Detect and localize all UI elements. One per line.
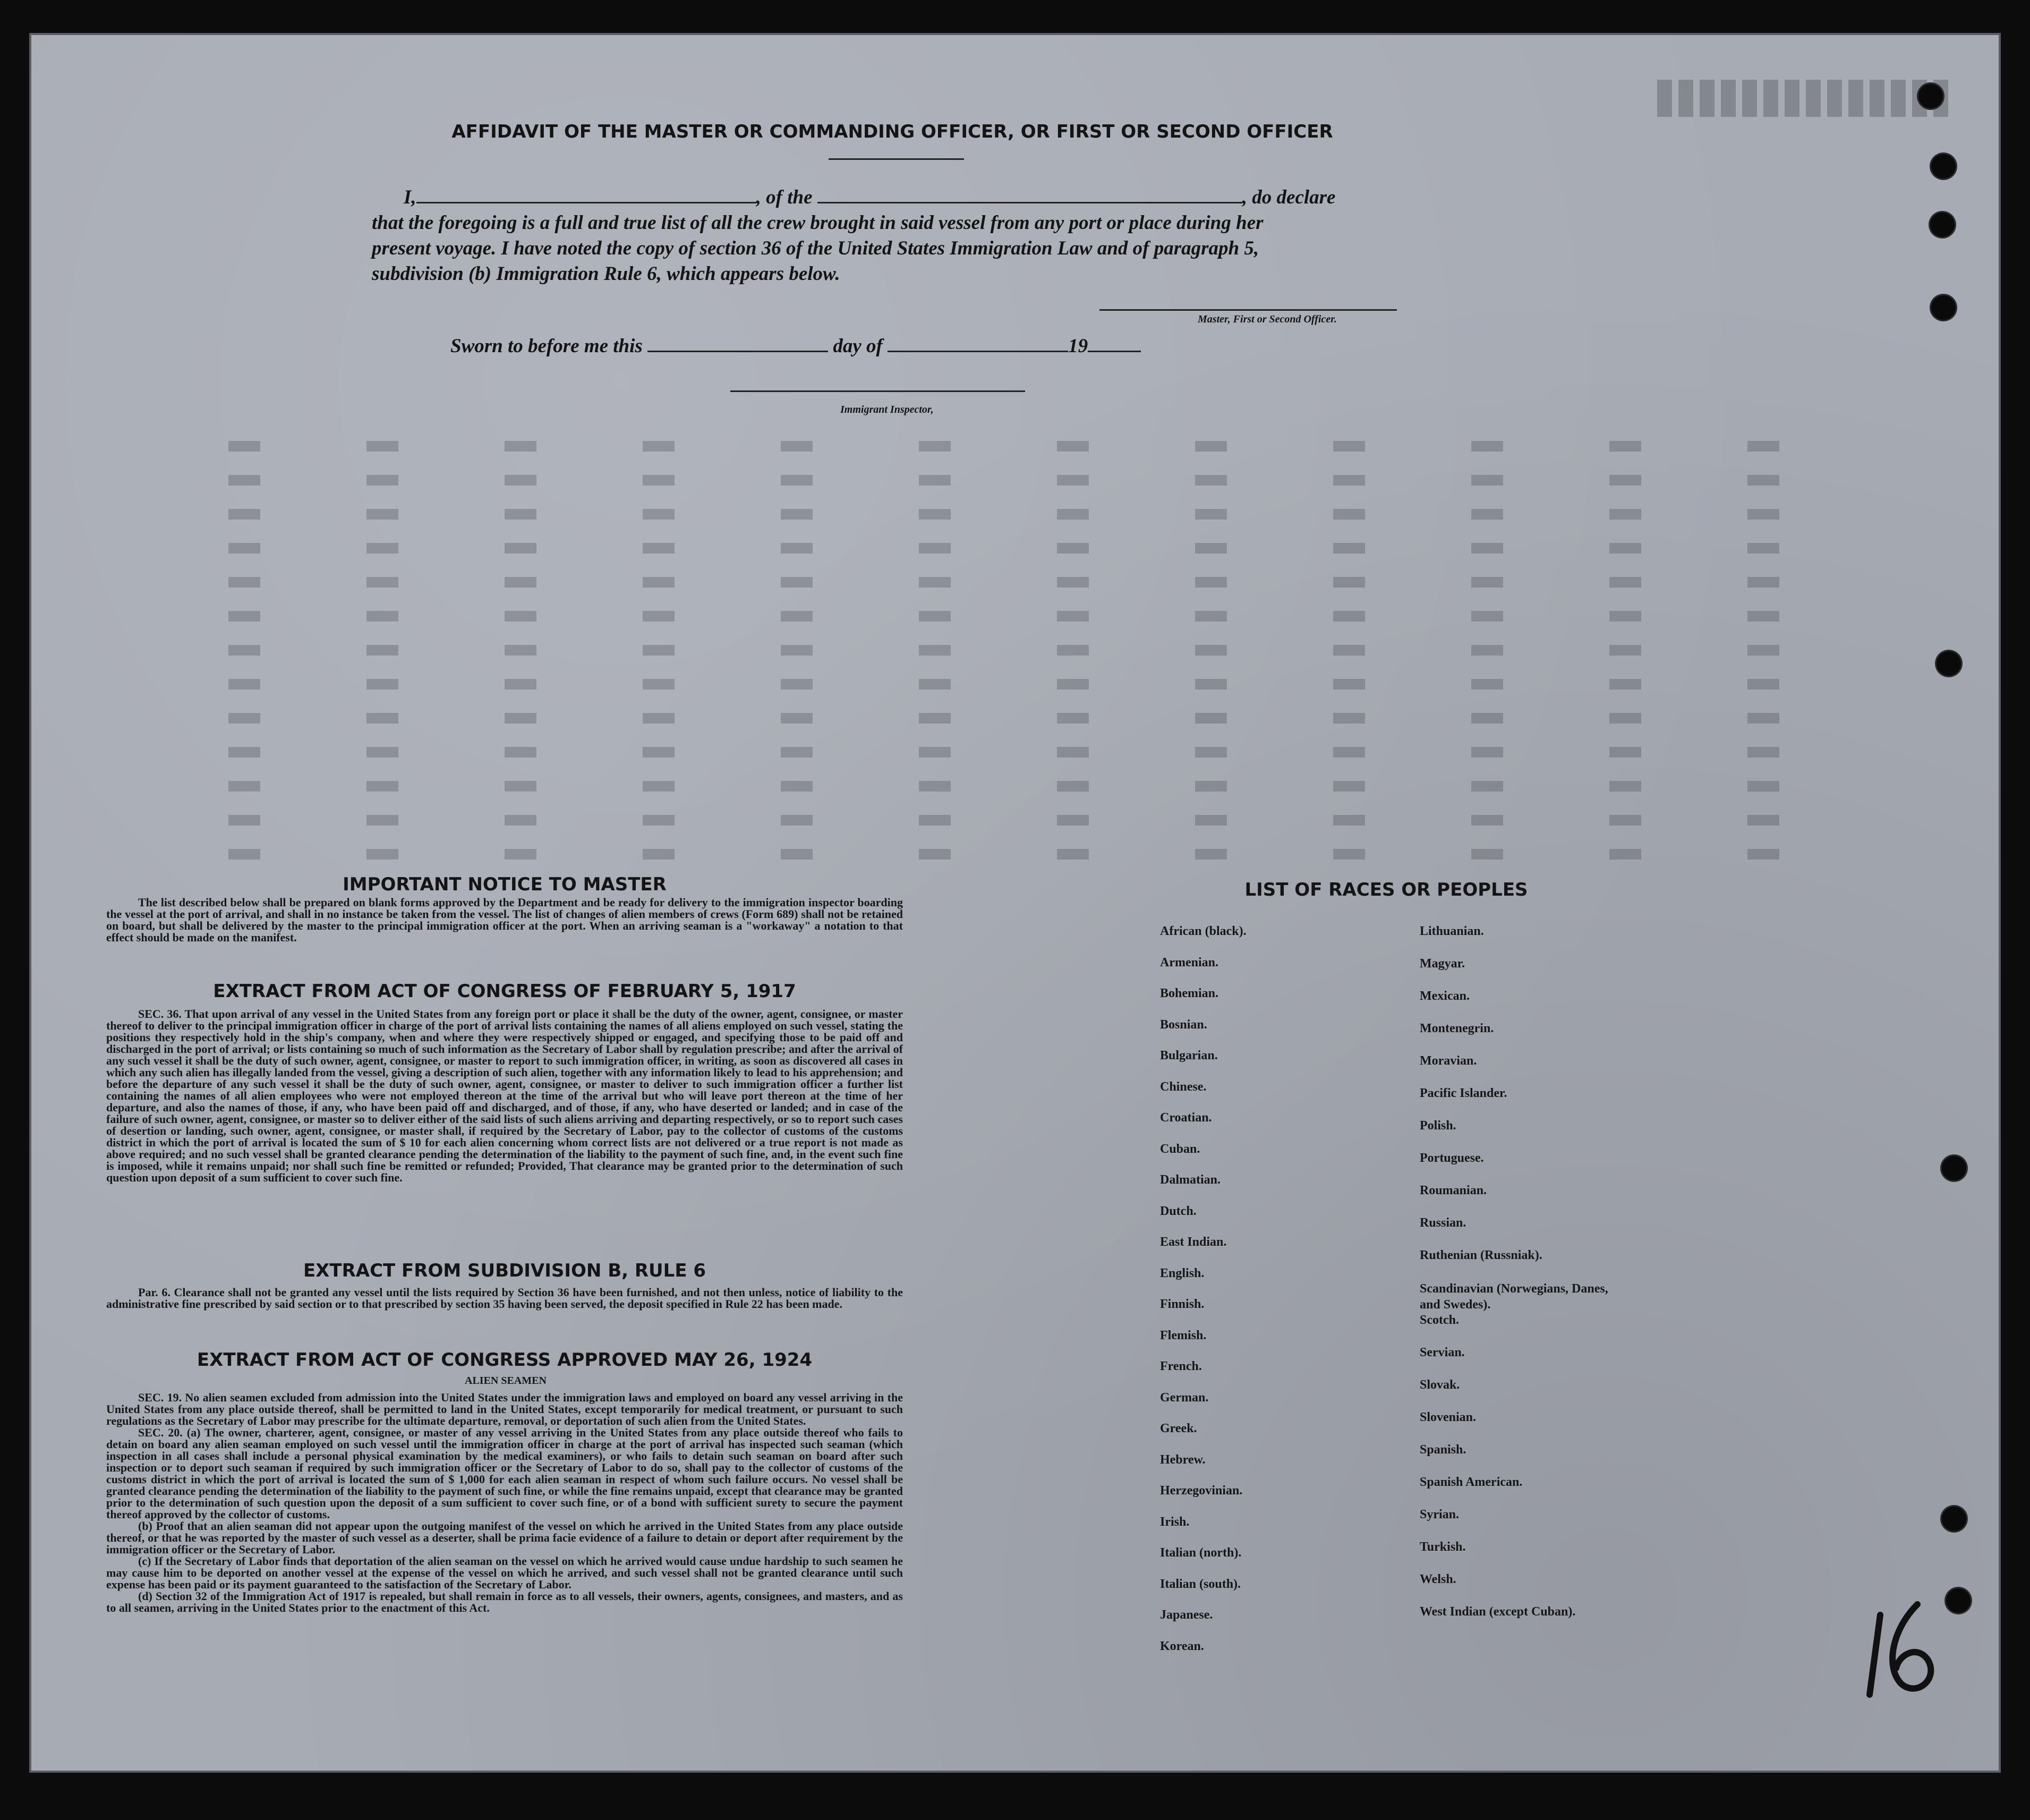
race-item: Pacific Islander.	[1420, 1086, 1507, 1100]
punch-hole	[1942, 1507, 1966, 1531]
race-item: Dalmatian.	[1160, 1173, 1221, 1187]
sworn-year-field[interactable]	[1088, 336, 1141, 352]
inspector-caption: Immigrant Inspector,	[840, 404, 934, 415]
race-item: Japanese.	[1160, 1608, 1213, 1622]
race-item: Syrian.	[1420, 1508, 1460, 1521]
races-heading: LIST OF RACES OR PEOPLES	[1244, 879, 1528, 900]
race-item: Turkish.	[1420, 1540, 1466, 1554]
race-item: Hebrew.	[1160, 1452, 1206, 1467]
race-item: East Indian.	[1160, 1235, 1227, 1249]
section-20d-text: (d) Section 32 of the Immigration Act of 1917 is repealed, but shall remain in force as to all vessels, their owners, agents, consignees, and masters, and as to all seamen, arriving in the United States prior to the enactment of this Act.	[106, 1589, 903, 1614]
race-item: Dutch.	[1160, 1204, 1197, 1218]
race-item: Russian.	[1420, 1216, 1466, 1230]
extract-1917-body	[106, 1008, 903, 1184]
notice-text: The list described below shall be prepared on blank forms approved by the Department and be ready for delivery to the immigration inspector boarding the vessel at the port of arrival, and shall in no instance be taken from the vessel. The list of changes of alien members of crews (Form 689) shall not be retained on board, but shall be delivered by the master to the principal immigration officer at the port. When an arriving seaman is a "workaway" a notation to that effect should be made on the manifest.	[106, 896, 903, 944]
bleed-through-row	[228, 611, 1875, 622]
vessel-name-field[interactable]	[817, 186, 1242, 203]
extract-1924-body	[106, 1392, 903, 1614]
affidavit-line-1	[372, 185, 1413, 210]
paragraph-6-text: Par. 6. Clearance shall not be granted any vessel until the lists required by Section 36 have been furnished, and not then unless, notice of liability to the administrative fine prescribed by said section or to that prescribed by section 35 having been served, the deposit specified in Rule 22 has been made.	[106, 1286, 903, 1311]
bleed-through-row	[228, 713, 1875, 724]
handwritten-page-number	[1859, 1594, 1949, 1705]
section-19-text: SEC. 19. No alien seamen excluded from admission into the United States under the immigration laws and employed on board any vessel arriving in the United States from any place outside thereof, shall be permitted to land in the United States, except temporarily for medical treatment, or pursuant to such regulations as the Secretary of Labor may prescribe for the ultimate departure, removal, or deportation of such alien from the United States.	[106, 1391, 903, 1427]
race-item: Slovenian.	[1420, 1410, 1477, 1424]
race-item: Scandinavian (Norwegians, Danes, and Swedes).	[1420, 1282, 1608, 1312]
affidavit-line-2: that the foregoing is a full and true list of all the crew brought in said vessel from any port or place during her	[372, 212, 1264, 234]
bleed-through-row	[228, 509, 1875, 520]
bleed-through-row	[228, 475, 1875, 486]
sworn-day-of: day of	[833, 335, 883, 357]
race-item: Spanish American.	[1420, 1475, 1523, 1489]
race-item: Herzegovinian.	[1160, 1484, 1243, 1498]
section-36-text: SEC. 36. That upon arrival of any vessel in the United States from any foreign port or place it shall be the duty of the owner, agent, consignee, or master thereof to deliver to the principal immigration officer in charge of the port of arrival lists containing the names of all aliens employed on such vessel, stating the positions they respectively hold in the ship's company, when and where they were respectively shipped or engaged, and specifying those to be paid off and discharged in the port of arrival; or lists containing so much of such information as the Secretary of Labor shall by regulation prescribe; and after the arrival of any such vessel it shall be the duty of such owner, agent, consignee, or master to report to such immigration officer, in writing, as soon as discovered all cases in which any such alien has illegally landed from the vessel, giving a description of such alien, together with any information likely to lead to his apprehension; and before the departure of any such vessel it shall be the duty of such owner, agent, consignee, or master to deliver to such immigration officer a further list containing the names of all alien employees who were not employed thereon at the time of the arrival but who will leave port thereon at the time of her departure, and also the names of those, if any, who have been paid off and discharged, and of those, if any, who have deserted or landed; and in case of the failure of such owner, agent, consignee, or master so to deliver either of the said lists of such aliens arriving and departing respectively, or so to report such cases of desertion or landing, such owner, agent, consignee, or master shall, if required by the Secretary of Labor, pay to the collector of customs of the customs district in which the port of arrival is located the sum of $ 10 for each alien concerning whom correct lists are not delivered or a true report is not made as above required; and no such vessel shall be granted clearance pending the determination of the liability to the payment of such fine, and, in the event such fine is imposed, while it remains unpaid; nor shall such fine be remitted or refunded; Provided, That clearance may be granted prior to the determination of such question upon deposit of a sum sufficient to cover such fine.	[106, 1007, 903, 1184]
race-item: Servian.	[1420, 1346, 1465, 1359]
heading-rule	[829, 158, 964, 160]
affidavit-declare: , do declare	[1242, 186, 1336, 208]
punch-hole	[1946, 1588, 1971, 1613]
race-item: Roumanian.	[1420, 1184, 1487, 1197]
race-item: Italian (south).	[1160, 1577, 1241, 1591]
race-item: Scotch.	[1420, 1313, 1459, 1327]
bleed-through-row	[228, 849, 1875, 860]
bleed-through-row	[228, 645, 1875, 656]
race-item: French.	[1160, 1359, 1202, 1373]
punch-hole	[1931, 154, 1956, 178]
punch-hole	[1930, 212, 1955, 237]
race-item: Bosnian.	[1160, 1017, 1207, 1032]
bleed-through-row	[228, 781, 1875, 792]
race-item: Chinese.	[1160, 1079, 1207, 1094]
bleed-through-row	[228, 441, 1875, 452]
affidavit-i: I,	[404, 186, 416, 208]
bleed-through-row	[228, 747, 1875, 758]
bleed-through-row	[228, 815, 1875, 826]
master-name-field[interactable]	[416, 186, 756, 203]
punch-hole	[1937, 651, 1961, 676]
alien-seamen-subheading: ALIEN SEAMEN	[465, 1375, 547, 1387]
punch-hole	[1931, 295, 1956, 320]
affidavit-heading: AFFIDAVIT OF THE MASTER OR COMMANDING OFFICER, OR FIRST OR SECOND OFFICER	[451, 121, 1333, 142]
bleed-through-row	[228, 543, 1875, 554]
race-item: Croatian.	[1160, 1111, 1212, 1125]
race-item: Moravian.	[1420, 1054, 1477, 1068]
race-item: Italian (north).	[1160, 1546, 1242, 1560]
notice-body	[106, 897, 903, 943]
rule-6-body	[106, 1287, 903, 1310]
section-20a-text: SEC. 20. (a) The owner, charterer, agent, consignee, or master of any vessel arriving in the United States from any place outside thereof who fails to detain on board any alien seaman employed on such vessel until the immigration officer in charge at the port of arrival has inspected such seaman (which inspection in all cases shall include a personal physical examination by the medical examiners), or who fails to detain such seaman on board after such inspection or to deport such seaman if required by such immigration officer or the Secretary of Labor to do so, shall pay to the collector of customs of the customs district in which the port of arrival is located the sum of $ 1,000 for each alien seaman in respect of whom such failure occurs. No vessel shall be granted clearance pending the determination of the liability to the payment of such fine, or while the fine remains unpaid, except that clearance may be granted prior to the determination of such question upon the deposit of a sum sufficient to cover such fine, or of a bond with sufficient surety to secure the payment thereof approved by the collector of customs.	[106, 1426, 903, 1521]
master-signature-line[interactable]	[1099, 309, 1397, 311]
race-item: German.	[1160, 1390, 1209, 1405]
rule-6-heading: EXTRACT FROM SUBDIVISION B, RULE 6	[303, 1260, 706, 1281]
race-item: Irish.	[1160, 1515, 1190, 1529]
section-20b-text: (b) Proof that an alien seaman did not appear upon the outgoing manifest of the vessel on which he arrived in the United States from any place outside thereof, or that he was reported by the master of such vessel as a deserter, shall be prima facie evidence of a failure to detain or deport after requirement by the immigration officer or the Secretary of Labor.	[106, 1519, 903, 1556]
race-item: Bulgarian.	[1160, 1049, 1218, 1062]
section-20c-text: (c) If the Secretary of Labor finds that deportation of the alien seaman on the vessel on which he arrived would cause undue hardship to such seamen he may cause him to be deported on another vessel at the expense of the vessel on which he arrived, and such vessel shall not be granted clearance until such expense has been paid or its payment guaranteed to the satisfaction of the Secretary of Labor.	[106, 1554, 903, 1591]
race-item: Greek.	[1160, 1422, 1197, 1435]
punch-hole	[1918, 84, 1943, 108]
affidavit-line-3: present voyage. I have noted the copy of section 36 of the United States Immigration Law and of paragraph 5,	[372, 237, 1259, 259]
race-item: Mexican.	[1420, 989, 1470, 1003]
race-item: Lithuanian.	[1420, 924, 1484, 938]
master-signature-caption: Master, First or Second Officer.	[1198, 313, 1337, 325]
race-item: Magyar.	[1420, 957, 1465, 971]
race-item: Finnish.	[1160, 1297, 1205, 1311]
extract-1917-heading: EXTRACT FROM ACT OF CONGRESS OF FEBRUARY 5, 1917	[213, 981, 796, 1002]
race-item: Spanish.	[1420, 1443, 1466, 1457]
sworn-text: Sworn to before me this	[450, 335, 643, 357]
sworn-line	[450, 335, 1141, 358]
race-item: Portuguese.	[1420, 1151, 1484, 1165]
affidavit-body	[372, 185, 1413, 287]
bleed-through-header	[1657, 80, 1955, 117]
sworn-month-field[interactable]	[888, 336, 1068, 352]
race-item: Armenian.	[1160, 955, 1218, 969]
race-item: African (black).	[1160, 924, 1247, 938]
affidavit-line-4: subdivision (b) Immigration Rule 6, which appears below.	[372, 263, 840, 285]
race-item: West Indian (except Cuban).	[1420, 1605, 1576, 1619]
extract-1924-heading: EXTRACT FROM ACT OF CONGRESS APPROVED MAY 26, 1924	[197, 1349, 813, 1371]
race-item: Welsh.	[1420, 1572, 1456, 1586]
race-item: Korean.	[1160, 1639, 1204, 1653]
race-item: Cuban.	[1160, 1142, 1200, 1156]
inspector-signature-line[interactable]	[730, 390, 1025, 392]
bleed-through-row	[228, 577, 1875, 588]
race-item: Bohemian.	[1160, 986, 1219, 1000]
race-item: Slovak.	[1420, 1378, 1460, 1392]
notice-heading: IMPORTANT NOTICE TO MASTER	[343, 874, 667, 895]
affidavit-of-the: , of the	[756, 186, 813, 208]
race-item: Flemish.	[1160, 1328, 1207, 1342]
sworn-day-field[interactable]	[647, 336, 828, 352]
punch-hole	[1942, 1156, 1966, 1180]
race-item: English.	[1160, 1266, 1205, 1280]
bleed-through-row	[228, 679, 1875, 690]
race-item: Ruthenian (Russniak).	[1420, 1248, 1542, 1262]
race-item: Polish.	[1420, 1119, 1456, 1133]
sworn-year-prefix: 19	[1068, 335, 1088, 357]
race-item: Montenegrin.	[1420, 1022, 1494, 1035]
